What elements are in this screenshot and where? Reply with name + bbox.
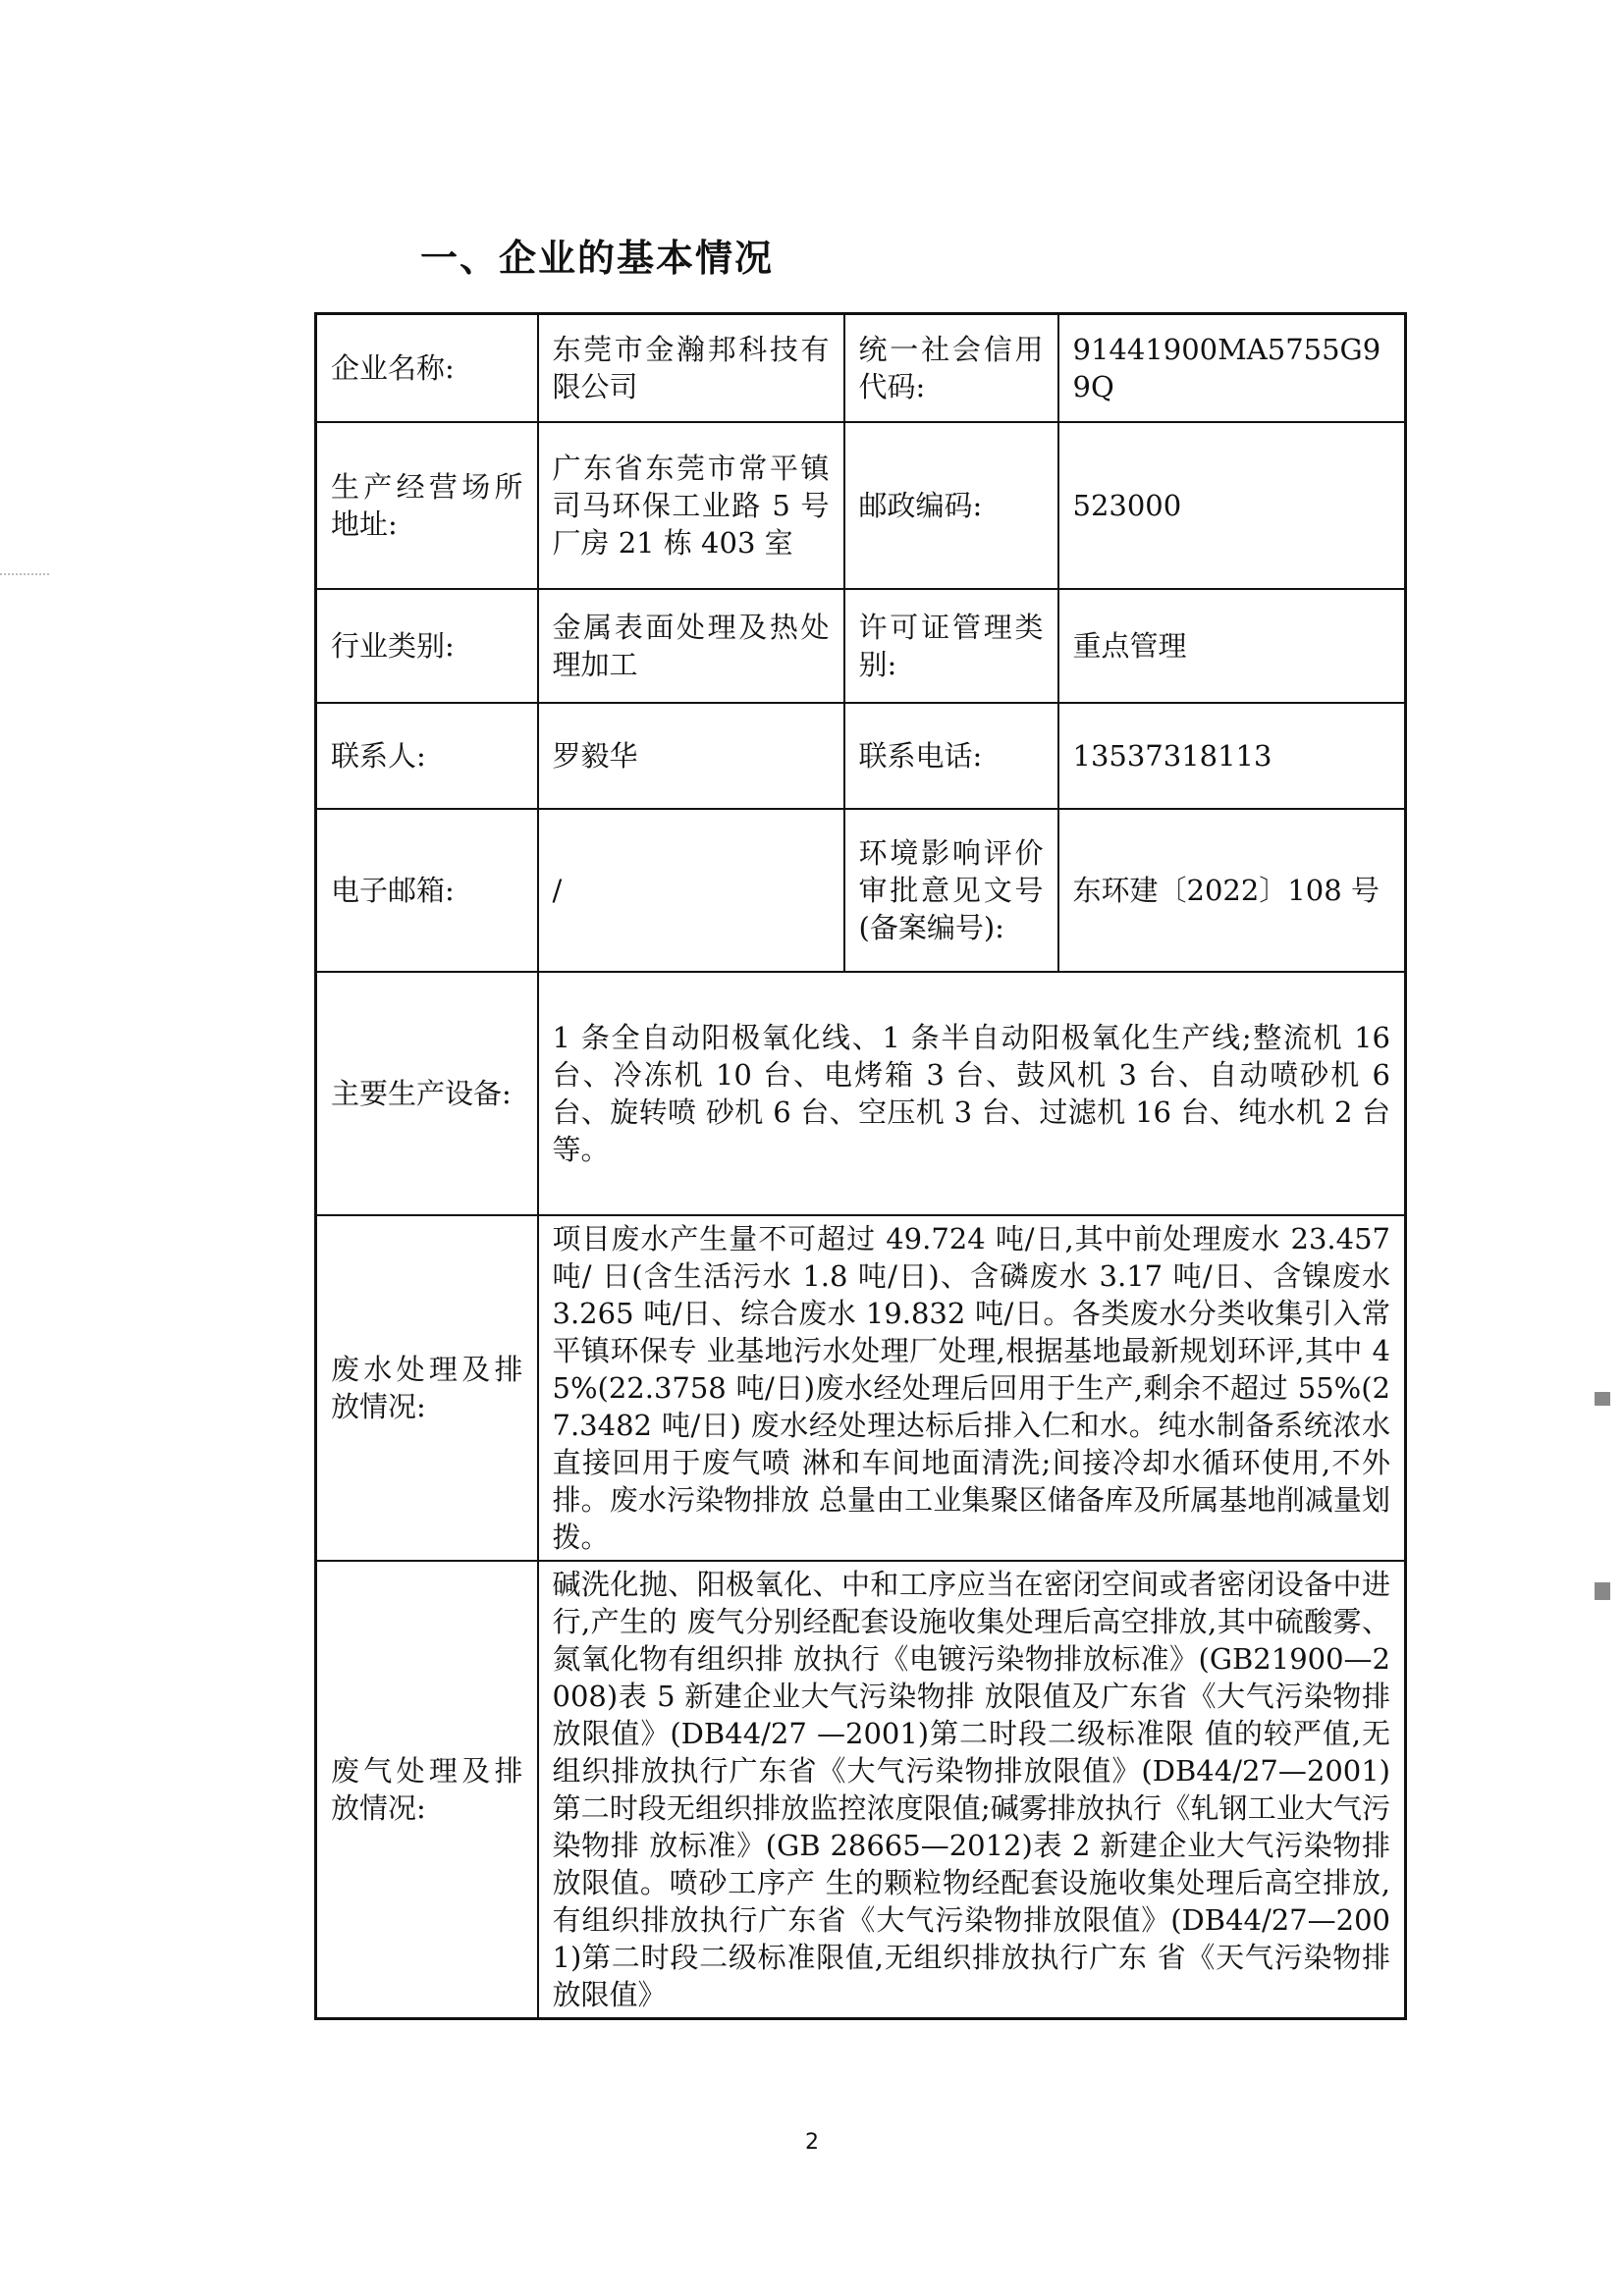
company-name-value: 东莞市金瀚邦科技有 限公司	[538, 314, 844, 423]
equipment-label: 主要生产设备:	[316, 972, 538, 1215]
permit-category-value: 重点管理	[1058, 589, 1406, 703]
address-label: 生产经营场所 地址:	[316, 422, 538, 589]
address-value: 广东省东莞市常平镇 司马环保工业路 5 号 厂房 21 栋 403 室	[538, 422, 844, 589]
table-row	[316, 589, 1406, 703]
scan-artifact-dots	[0, 573, 49, 575]
wastewater-value: 项目废水产生量不可超过 49.724 吨/日,其中前处理废水 23.457 吨/ 日(含生活污水 1.8 吨/日)、含磷废水 3.17 吨/日、含镍废水 3.265 吨/日、综合废水 19.832 吨/日。各类废水分类收集引入常平镇环保专 业基地污水处理厂处理,根据基地最新规划环评,其中 45%(22.3758 吨/日)废水经处理后回用于生产,剩余不超过 55%(27.3482 吨/日) 废水经处理达标后排入仁和水。纯水制备系统浓水直接回用于废气喷 淋和车间地面清洗;间接冷却水循环使用,不外排。废水污染物排放 总量由工业集聚区储备库及所属基地削减量划拨。	[538, 1215, 1406, 1561]
table-row	[316, 314, 1406, 423]
eia-approval-label: 环境影响评价 审批意见文号 (备案编号):	[844, 809, 1058, 972]
permit-category-label: 许可证管理类 别:	[844, 589, 1058, 703]
phone-label: 联系电话:	[844, 703, 1058, 809]
contact-value: 罗毅华	[538, 703, 844, 809]
credit-code-value: 91441900MA5755G99Q	[1058, 314, 1406, 423]
phone-value: 13537318113	[1058, 703, 1406, 809]
scan-artifact-mark	[1595, 1582, 1610, 1600]
industry-value: 金属表面处理及热处 理加工	[538, 589, 844, 703]
email-label: 电子邮箱:	[316, 809, 538, 972]
contact-label: 联系人:	[316, 703, 538, 809]
postal-code-label: 邮政编码:	[844, 422, 1058, 589]
equipment-value: 1 条全自动阳极氧化线、1 条半自动阳极氧化生产线;整流机 16 台、冷冻机 10 台、电烤箱 3 台、鼓风机 3 台、自动喷砂机 6 台、旋转喷 砂机 6 台、空压机 3 台、过滤机 16 台、纯水机 2 台等。	[538, 972, 1406, 1215]
enterprise-info-table	[314, 312, 1407, 2020]
waste-gas-label: 废气处理及排放情况:	[316, 1561, 538, 2019]
credit-code-label: 统一社会信用 代码:	[844, 314, 1058, 423]
section-heading: 一、企业的基本情况	[420, 237, 775, 280]
postal-code-value: 523000	[1058, 422, 1406, 589]
table-row	[316, 703, 1406, 809]
email-value: /	[538, 809, 844, 972]
wastewater-label: 废水处理及排放情况:	[316, 1215, 538, 1561]
waste-gas-value: 碱洗化抛、阳极氧化、中和工序应当在密闭空间或者密闭设备中进行,产生的 废气分别经配套设施收集处理后高空排放,其中硫酸雾、氮氧化物有组织排 放执行《电镀污染物排放标准》(GB21900—2008)表 5 新建企业大气污染物排 放限值及广东省《大气污染物排放限值》(DB44/27 —2001)第二时段二级标准限 值的较严值,无组织排放执行广东省《大气污染物排放限值》(DB44/27—2001) 第二时段无组织排放监控浓度限值;碱雾排放执行《轧钢工业大气污染物排 放标准》(GB 28665—2012)表 2 新建企业大气污染物排放限值。喷砂工序产 生的颗粒物经配套设施收集处理后高空排放,有组织排放执行广东省《大气污染物排放限值》(DB44/27—2001)第二时段二级标准限值,无组织排放执行广东 省《天气污染物排放限值》	[538, 1561, 1406, 2019]
table-row	[316, 809, 1406, 972]
table-row	[316, 1561, 1406, 2019]
industry-label: 行业类别:	[316, 589, 538, 703]
table-row	[316, 972, 1406, 1215]
company-name-label: 企业名称:	[316, 314, 538, 423]
page-number: 2	[805, 2130, 819, 2155]
eia-approval-value: 东环建〔2022〕108 号	[1058, 809, 1406, 972]
table-row	[316, 422, 1406, 589]
table-row	[316, 1215, 1406, 1561]
scan-artifact-mark	[1595, 1392, 1610, 1406]
